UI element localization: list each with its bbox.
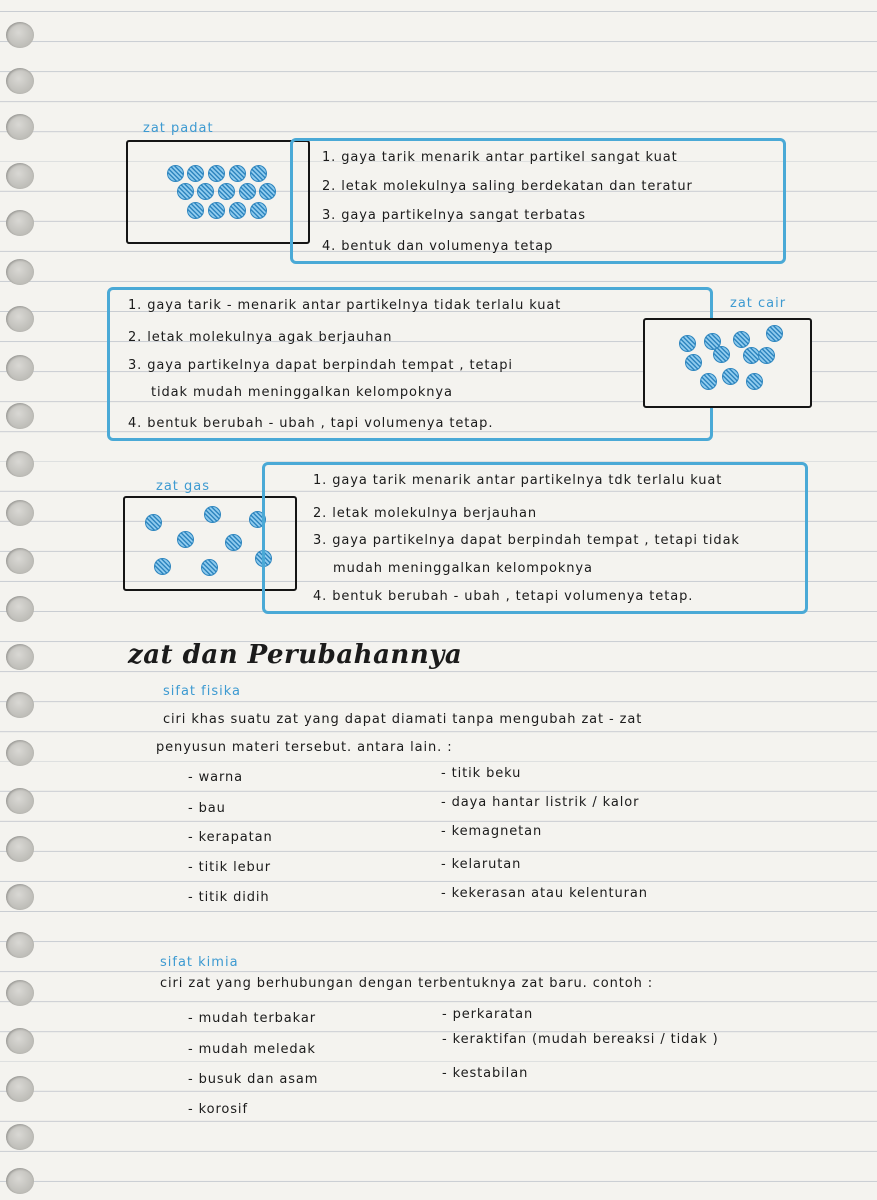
particle-dot	[145, 514, 162, 531]
particle-dot	[225, 534, 242, 551]
chemical-property: - keraktifan (mudah bereaksi / tidak )	[442, 1032, 719, 1047]
solid-label: zat padat	[143, 121, 214, 136]
solid-item: 2. letak molekulnya saling berdekatan dan teratur	[322, 179, 693, 194]
particle-dot	[250, 202, 267, 219]
gas-item: 4. bentuk berubah - ubah , tetapi volumenya tetap.	[313, 589, 694, 604]
binder-hole	[6, 68, 34, 94]
liquid-item: 2. letak molekulnya agak berjauhan	[128, 330, 393, 345]
chemical-intro: ciri zat yang berhubungan dengan terbentuknya zat baru. contoh :	[160, 976, 654, 991]
particle-dot	[250, 165, 267, 182]
binder-hole	[6, 1028, 34, 1054]
chemical-property: - perkaratan	[442, 1007, 534, 1022]
particle-dot	[239, 183, 256, 200]
gas-item: mudah meninggalkan kelompoknya	[333, 561, 593, 576]
physical-intro: ciri khas suatu zat yang dapat diamati tanpa mengubah zat - zat	[163, 712, 643, 727]
physical-property: - kekerasan atau kelenturan	[441, 886, 648, 901]
binder-hole	[6, 1168, 34, 1194]
particle-dot	[766, 325, 783, 342]
physical-heading: sifat fisika	[163, 684, 241, 699]
particle-dot	[177, 183, 194, 200]
particle-dot	[167, 165, 184, 182]
physical-property: - daya hantar listrik / kalor	[441, 795, 640, 810]
binder-hole	[6, 596, 34, 622]
section-title: zat dan Perubahannya	[128, 640, 463, 670]
chemical-property: - mudah terbakar	[188, 1011, 316, 1026]
particle-dot	[177, 531, 194, 548]
particle-dot	[713, 346, 730, 363]
binder-hole	[6, 1076, 34, 1102]
solid-item: 3. gaya partikelnya sangat terbatas	[322, 208, 586, 223]
particle-dot	[685, 354, 702, 371]
solid-item: 4. bentuk dan volumenya tetap	[322, 239, 554, 254]
chemical-heading: sifat kimia	[160, 955, 239, 970]
chemical-property: - busuk dan asam	[188, 1072, 319, 1087]
binder-hole	[6, 22, 34, 48]
binder-hole	[6, 740, 34, 766]
physical-property: - kelarutan	[441, 857, 522, 872]
physical-property: - titik lebur	[188, 860, 272, 875]
binder-hole	[6, 403, 34, 429]
physical-property: - bau	[188, 801, 226, 816]
binder-hole	[6, 788, 34, 814]
binder-hole	[6, 644, 34, 670]
chemical-property: - kestabilan	[442, 1066, 529, 1081]
binder-hole	[6, 210, 34, 236]
binder-hole	[6, 884, 34, 910]
solid-particle-box	[126, 140, 310, 244]
particle-dot	[201, 559, 218, 576]
particle-dot	[218, 183, 235, 200]
gas-item: 3. gaya partikelnya dapat berpindah tempat , tetapi tidak	[313, 533, 740, 548]
liquid-item: tidak mudah meninggalkan kelompoknya	[151, 385, 453, 400]
binder-hole	[6, 355, 34, 381]
particle-dot	[733, 331, 750, 348]
liquid-particle-box	[643, 318, 812, 408]
binder-hole	[6, 114, 34, 140]
gas-item: 1. gaya tarik menarik antar partikelnya tdk terlalu kuat	[313, 473, 723, 488]
liquid-label: zat cair	[730, 296, 787, 311]
particle-dot	[259, 183, 276, 200]
physical-property: - kerapatan	[188, 830, 273, 845]
particle-dot	[208, 202, 225, 219]
gas-label: zat gas	[156, 479, 211, 494]
binder-hole	[6, 306, 34, 332]
particle-dot	[208, 165, 225, 182]
physical-property: - titik beku	[441, 766, 522, 781]
binder-hole	[6, 163, 34, 189]
particle-dot	[229, 202, 246, 219]
binder-holes	[0, 0, 60, 1200]
liquid-item: 3. gaya partikelnya dapat berpindah tempat , tetapi	[128, 358, 513, 373]
binder-hole	[6, 692, 34, 718]
physical-property: - kemagnetan	[441, 824, 543, 839]
particle-dot	[722, 368, 739, 385]
particle-dot	[204, 506, 221, 523]
particle-dot	[746, 373, 763, 390]
binder-hole	[6, 980, 34, 1006]
binder-hole	[6, 500, 34, 526]
binder-hole	[6, 451, 34, 477]
particle-dot	[197, 183, 214, 200]
chemical-property: - korosif	[188, 1102, 248, 1117]
particle-dot	[154, 558, 171, 575]
particle-dot	[187, 165, 204, 182]
binder-hole	[6, 259, 34, 285]
solid-item: 1. gaya tarik menarik antar partikel sangat kuat	[322, 150, 678, 165]
physical-property: - titik didih	[188, 890, 270, 905]
liquid-item: 4. bentuk berubah - ubah , tapi volumenya tetap.	[128, 416, 494, 431]
binder-hole	[6, 932, 34, 958]
binder-hole	[6, 836, 34, 862]
particle-dot	[229, 165, 246, 182]
physical-intro: penyusun materi tersebut. antara lain. :	[156, 740, 453, 755]
particle-dot	[187, 202, 204, 219]
particle-dot	[700, 373, 717, 390]
particle-dot	[679, 335, 696, 352]
binder-hole	[6, 548, 34, 574]
particle-dot	[758, 347, 775, 364]
liquid-item: 1. gaya tarik - menarik antar partikelnya tidak terlalu kuat	[128, 298, 562, 313]
chemical-property: - mudah meledak	[188, 1042, 316, 1057]
physical-property: - warna	[188, 770, 244, 785]
gas-item: 2. letak molekulnya berjauhan	[313, 506, 538, 521]
binder-hole	[6, 1124, 34, 1150]
